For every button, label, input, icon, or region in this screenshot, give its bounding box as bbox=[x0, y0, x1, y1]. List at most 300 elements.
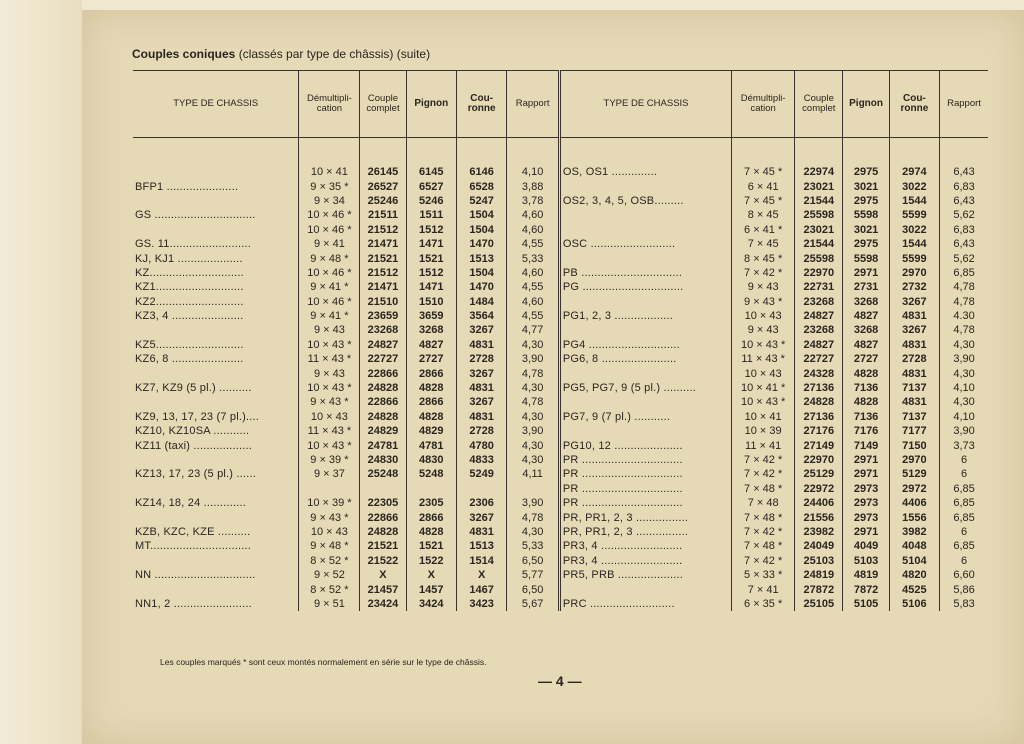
cell-type-right: PR3, 4 ......................... bbox=[559, 554, 731, 568]
cell-pignon-right: 7136 bbox=[843, 381, 889, 395]
cell-demultiplication-right: 10 × 41 bbox=[732, 410, 795, 424]
header-couple-right: Couple complet bbox=[795, 71, 843, 138]
cell-type-left bbox=[133, 165, 299, 179]
cell-rapport-right: 6,43 bbox=[940, 165, 988, 179]
cell-couple-left: 21512 bbox=[360, 266, 406, 280]
cell-couronne-right: 1544 bbox=[889, 237, 939, 251]
cell-demultiplication-right: 6 × 41 bbox=[732, 179, 795, 193]
cell-pignon-right: 4827 bbox=[843, 338, 889, 352]
cell-demultiplication-left: 9 × 34 bbox=[299, 194, 360, 208]
cell-type-right: PG1, 2, 3 .................. bbox=[559, 309, 731, 323]
cell-couple-right: 22974 bbox=[795, 165, 843, 179]
cell-demultiplication-left: 9 × 43 bbox=[299, 366, 360, 380]
header-couple-left: Couple complet bbox=[360, 71, 406, 138]
cell-type-left: KZ13, 17, 23 (5 pl.) ...... bbox=[135, 468, 256, 481]
cell-couronne-right: 5106 bbox=[889, 597, 939, 611]
cell-couronne-right: 2974 bbox=[889, 165, 939, 179]
header-demultiplication-left: Démultipli- cation bbox=[299, 71, 360, 138]
cell-type-right: PR3, 4 ......................... bbox=[559, 539, 731, 553]
cell-type-right bbox=[559, 582, 731, 596]
header-rapport-left: Rapport bbox=[507, 71, 560, 138]
page-edge bbox=[0, 0, 82, 744]
cell-type-left: KZ10, KZ10SA ........... bbox=[135, 425, 250, 438]
cell-rapport-right: 5,62 bbox=[940, 251, 988, 265]
cell-couple-left: 23268 bbox=[360, 323, 406, 337]
cell-type-left: KZ9, 13, 17, 23 (7 pl.).... bbox=[135, 410, 260, 423]
cell-type-right: PG7, 9 (7 pl.) ........... bbox=[559, 410, 731, 424]
header-couronne-left: Cou- ronne bbox=[456, 71, 506, 138]
cell-couple-left: 25248 bbox=[360, 467, 406, 481]
cell-type-left: KZ11 (taxi) .................. bbox=[135, 439, 253, 452]
cell-rapport-left: 4,77 bbox=[507, 323, 560, 337]
cell-rapport-right: 6,85 bbox=[940, 266, 988, 280]
cell-demultiplication-left: 9 × 52 bbox=[299, 568, 360, 582]
cell-couronne-left: 6146 bbox=[456, 165, 506, 179]
cell-rapport-left: 3,90 bbox=[507, 352, 560, 366]
cell-demultiplication-right: 10 × 39 bbox=[732, 424, 795, 438]
cell-rapport-right: 6,43 bbox=[940, 194, 988, 208]
cell-demultiplication-left: 9 × 48 * bbox=[299, 539, 360, 553]
cell-type-left: BFP1 ...................... bbox=[135, 180, 239, 193]
cell-couple-right: 22970 bbox=[795, 266, 843, 280]
cell-couple-left: 24781 bbox=[360, 438, 406, 452]
cell-pignon-left bbox=[406, 482, 456, 496]
cell-couple-right: 25129 bbox=[795, 467, 843, 481]
cell-rapport-right: 6,43 bbox=[940, 237, 988, 251]
cell-couple-right: 24328 bbox=[795, 366, 843, 380]
cell-couronne-right: 4820 bbox=[889, 568, 939, 582]
cell-demultiplication-right: 7 × 42 * bbox=[732, 467, 795, 481]
cell-pignon-left: 3424 bbox=[406, 597, 456, 611]
cell-couple-left: 21511 bbox=[360, 208, 406, 222]
cell-type-right: PB ............................... bbox=[559, 266, 731, 280]
cell-type-right: PR5, PRB .................... bbox=[559, 568, 731, 582]
cell-rapport-left: 5,33 bbox=[507, 251, 560, 265]
cell-couple-left: 22866 bbox=[360, 510, 406, 524]
footnote: Les couples marqués * sont ceux montés normalement en série sur le type de châssis. bbox=[160, 657, 487, 667]
cell-couple-left: 25246 bbox=[360, 194, 406, 208]
cell-couple-right: 24828 bbox=[795, 395, 843, 409]
cell-rapport-left: 5,77 bbox=[507, 568, 560, 582]
cell-couronne-left: 1484 bbox=[456, 295, 506, 309]
table-row bbox=[133, 438, 988, 452]
cell-demultiplication-left: 8 × 52 * bbox=[299, 554, 360, 568]
cell-couronne-right: 2970 bbox=[889, 453, 939, 467]
table-row bbox=[133, 554, 988, 568]
cell-type-left bbox=[133, 554, 299, 568]
cell-rapport-left: 4,10 bbox=[507, 165, 560, 179]
cell-demultiplication-left: 11 × 43 * bbox=[299, 352, 360, 366]
cell-demultiplication-left: 9 × 43 * bbox=[299, 510, 360, 524]
cell-demultiplication-left: 10 × 46 * bbox=[299, 266, 360, 280]
table-row bbox=[133, 194, 988, 208]
cell-demultiplication-left: 10 × 43 * bbox=[299, 381, 360, 395]
table-row bbox=[133, 424, 988, 438]
cell-rapport-right: 6,85 bbox=[940, 496, 988, 510]
cell-pignon-right: 2975 bbox=[843, 165, 889, 179]
cell-type-right: PR, PR1, 2, 3 ................ bbox=[559, 525, 731, 539]
cell-couronne-left: 2306 bbox=[456, 496, 506, 510]
cell-couronne-left: 2728 bbox=[456, 424, 506, 438]
cell-pignon-left: 5248 bbox=[406, 467, 456, 481]
cell-couple-left: 26527 bbox=[360, 179, 406, 193]
cell-couronne-left: 1513 bbox=[456, 251, 506, 265]
cell-rapport-left: 4,60 bbox=[507, 223, 560, 237]
cell-demultiplication-left: 11 × 43 * bbox=[299, 424, 360, 438]
cell-type-left bbox=[133, 582, 299, 596]
cell-pignon-left: 1522 bbox=[406, 554, 456, 568]
cell-rapport-right: 4,30 bbox=[940, 395, 988, 409]
cell-pignon-right: 2971 bbox=[843, 266, 889, 280]
cell-couronne-left: 4780 bbox=[456, 438, 506, 452]
cell-rapport-right: 4,78 bbox=[940, 280, 988, 294]
cell-demultiplication-left: 9 × 41 bbox=[299, 237, 360, 251]
cell-type-left bbox=[133, 482, 299, 496]
cell-pignon-right: 2975 bbox=[843, 237, 889, 251]
header-row bbox=[133, 71, 988, 138]
cell-demultiplication-left: 9 × 39 * bbox=[299, 453, 360, 467]
cell-demultiplication-right: 7 × 41 bbox=[732, 582, 795, 596]
cell-rapport-right: 6 bbox=[940, 453, 988, 467]
cell-rapport-right: 6,83 bbox=[940, 223, 988, 237]
cell-type-right: OS2, 3, 4, 5, OSB......... bbox=[559, 194, 731, 208]
cell-couronne-left: 1513 bbox=[456, 539, 506, 553]
cell-type-left bbox=[133, 395, 299, 409]
cell-rapport-left: 5,67 bbox=[507, 597, 560, 611]
cell-couple-left: 22727 bbox=[360, 352, 406, 366]
cell-demultiplication-left: 10 × 41 bbox=[299, 165, 360, 179]
cell-rapport-left: 4,60 bbox=[507, 266, 560, 280]
cell-couple-right: 21544 bbox=[795, 194, 843, 208]
cell-couronne-right: 5104 bbox=[889, 554, 939, 568]
cell-type-left: GS. 11......................... bbox=[135, 238, 252, 251]
table-row bbox=[133, 309, 988, 323]
cell-pignon-left: 2305 bbox=[406, 496, 456, 510]
cell-rapport-right: 6,85 bbox=[940, 482, 988, 496]
cell-couple-left: 24829 bbox=[360, 424, 406, 438]
title-bold: Couples coniques bbox=[132, 47, 236, 61]
cell-demultiplication-right: 9 × 43 bbox=[732, 323, 795, 337]
cell-type-right bbox=[559, 366, 731, 380]
cell-pignon-left: 4828 bbox=[406, 381, 456, 395]
cell-demultiplication-right: 10 × 41 * bbox=[732, 381, 795, 395]
cell-demultiplication-left: 10 × 43 bbox=[299, 410, 360, 424]
cell-couronne-right: 3982 bbox=[889, 525, 939, 539]
cell-pignon-left: 4830 bbox=[406, 453, 456, 467]
cell-rapport-left: 4,30 bbox=[507, 410, 560, 424]
cell-rapport-left: 6,50 bbox=[507, 554, 560, 568]
cell-couple-right: 27136 bbox=[795, 381, 843, 395]
cell-couronne-right: 4831 bbox=[889, 366, 939, 380]
cell-type-right bbox=[559, 251, 731, 265]
cell-couple-right: 24049 bbox=[795, 539, 843, 553]
cell-pignon-left: 1471 bbox=[406, 280, 456, 294]
cell-couronne-left: 4831 bbox=[456, 338, 506, 352]
cell-type-right: PG ............................... bbox=[559, 280, 731, 294]
cell-pignon-left: X bbox=[406, 568, 456, 582]
cell-pignon-right: 3021 bbox=[843, 179, 889, 193]
cell-couronne-left: 3267 bbox=[456, 323, 506, 337]
table-row bbox=[133, 366, 988, 380]
cell-demultiplication-right: 10 × 43 bbox=[732, 309, 795, 323]
cell-rapport-left: 3,78 bbox=[507, 194, 560, 208]
cell-couronne-left: 1504 bbox=[456, 223, 506, 237]
cell-rapport-right: 5,86 bbox=[940, 582, 988, 596]
cell-couple-left: 23659 bbox=[360, 309, 406, 323]
cell-couronne-left: 5247 bbox=[456, 194, 506, 208]
cell-type-right: PR ............................... bbox=[559, 496, 731, 510]
cell-pignon-left: 1512 bbox=[406, 266, 456, 280]
cell-pignon-right: 4828 bbox=[843, 366, 889, 380]
cell-type-right bbox=[559, 179, 731, 193]
cell-rapport-left: 3,88 bbox=[507, 179, 560, 193]
header-demultiplication-right: Démultipli- cation bbox=[732, 71, 795, 138]
cell-rapport-left bbox=[507, 482, 560, 496]
cell-demultiplication-right: 9 × 43 * bbox=[732, 295, 795, 309]
table-row bbox=[133, 208, 988, 222]
header-couronne-right: Cou- ronne bbox=[889, 71, 939, 138]
cell-pignon-left: 4829 bbox=[406, 424, 456, 438]
cell-couple-left: X bbox=[360, 568, 406, 582]
cell-type-right: OS, OS1 .............. bbox=[559, 165, 731, 179]
cell-couple-left: 26145 bbox=[360, 165, 406, 179]
cell-type-left: KZ3, 4 ...................... bbox=[135, 310, 244, 323]
cell-rapport-right: 6,85 bbox=[940, 510, 988, 524]
cell-couronne-left: X bbox=[456, 568, 506, 582]
table-row bbox=[133, 280, 988, 294]
cell-type-left: KZ1........................... bbox=[135, 281, 244, 294]
cell-type-left: NN ............................... bbox=[135, 569, 256, 582]
cell-demultiplication-right: 10 × 43 * bbox=[732, 395, 795, 409]
cell-couronne-right: 2972 bbox=[889, 482, 939, 496]
cell-demultiplication-right: 9 × 43 bbox=[732, 280, 795, 294]
cell-type-left: NN1, 2 ........................ bbox=[135, 597, 252, 610]
cell-demultiplication-right: 6 × 41 * bbox=[732, 223, 795, 237]
cell-rapport-left: 3,90 bbox=[507, 496, 560, 510]
cell-couple-left: 21510 bbox=[360, 295, 406, 309]
cell-type-left: KZ2........................... bbox=[135, 295, 244, 308]
table-row bbox=[133, 597, 988, 611]
table-row bbox=[133, 525, 988, 539]
cell-couple-right: 24827 bbox=[795, 338, 843, 352]
cell-rapport-right: 4,10 bbox=[940, 381, 988, 395]
header-type-right: TYPE DE CHASSIS bbox=[559, 71, 731, 138]
cell-rapport-right: 6,83 bbox=[940, 179, 988, 193]
cell-couple-right: 24406 bbox=[795, 496, 843, 510]
cell-couple-right: 27136 bbox=[795, 410, 843, 424]
cell-couronne-right: 4406 bbox=[889, 496, 939, 510]
cell-pignon-left: 1471 bbox=[406, 237, 456, 251]
cell-couple-left: 21521 bbox=[360, 251, 406, 265]
table-row bbox=[133, 251, 988, 265]
cell-couronne-left: 1504 bbox=[456, 208, 506, 222]
cell-demultiplication-left: 9 × 35 * bbox=[299, 179, 360, 193]
cell-rapport-left: 4,30 bbox=[507, 453, 560, 467]
cell-pignon-left: 4828 bbox=[406, 525, 456, 539]
table-row bbox=[133, 582, 988, 596]
cell-couple-right: 25598 bbox=[795, 251, 843, 265]
spacer-row bbox=[133, 138, 988, 166]
cell-couple-right: 25103 bbox=[795, 554, 843, 568]
cell-couple-left: 24828 bbox=[360, 381, 406, 395]
cell-rapport-right: 4,78 bbox=[940, 295, 988, 309]
cell-rapport-right: 3,90 bbox=[940, 424, 988, 438]
cell-type-left: KZ7, KZ9 (5 pl.) .......... bbox=[135, 382, 252, 395]
cell-pignon-left: 1510 bbox=[406, 295, 456, 309]
table-row bbox=[133, 482, 988, 496]
cell-demultiplication-right: 7 × 42 * bbox=[732, 525, 795, 539]
cell-pignon-left: 1521 bbox=[406, 539, 456, 553]
cell-rapport-right: 5,62 bbox=[940, 208, 988, 222]
cell-couple-right: 22972 bbox=[795, 482, 843, 496]
cell-type-right: PR ............................... bbox=[559, 467, 731, 481]
title-rest: (classés par type de châssis) (suite) bbox=[238, 47, 431, 61]
cell-demultiplication-left: 10 × 46 * bbox=[299, 223, 360, 237]
cell-couronne-left: 3267 bbox=[456, 510, 506, 524]
cell-pignon-left: 4827 bbox=[406, 338, 456, 352]
cell-rapport-right: 6 bbox=[940, 554, 988, 568]
cell-couronne-right: 4525 bbox=[889, 582, 939, 596]
cell-couple-left: 23424 bbox=[360, 597, 406, 611]
cell-type-left: KZ6, 8 ...................... bbox=[135, 353, 244, 366]
cell-couronne-right: 3267 bbox=[889, 323, 939, 337]
cell-pignon-left: 1512 bbox=[406, 223, 456, 237]
table-row bbox=[133, 410, 988, 424]
cell-pignon-right: 4819 bbox=[843, 568, 889, 582]
cell-type-right bbox=[559, 395, 731, 409]
header-pignon-left: Pignon bbox=[406, 71, 456, 138]
cell-pignon-right: 2973 bbox=[843, 496, 889, 510]
cell-couronne-left bbox=[456, 482, 506, 496]
cell-couronne-left: 1467 bbox=[456, 582, 506, 596]
cell-couple-left: 24828 bbox=[360, 525, 406, 539]
cell-demultiplication-right: 10 × 43 bbox=[732, 366, 795, 380]
cell-couple-right: 23268 bbox=[795, 323, 843, 337]
cell-pignon-right: 5103 bbox=[843, 554, 889, 568]
cell-couple-right: 23268 bbox=[795, 295, 843, 309]
table-title bbox=[132, 47, 430, 61]
cell-pignon-right: 2971 bbox=[843, 525, 889, 539]
cell-pignon-right: 3268 bbox=[843, 323, 889, 337]
cell-pignon-left: 6145 bbox=[406, 165, 456, 179]
cell-demultiplication-right: 7 × 48 * bbox=[732, 539, 795, 553]
cell-couple-right: 23982 bbox=[795, 525, 843, 539]
cell-couple-right: 25598 bbox=[795, 208, 843, 222]
cell-rapport-left: 4,11 bbox=[507, 467, 560, 481]
cell-demultiplication-left: 10 × 43 bbox=[299, 525, 360, 539]
cell-type-right: PR ............................... bbox=[559, 482, 731, 496]
table-row bbox=[133, 165, 988, 179]
cell-couronne-right: 7137 bbox=[889, 410, 939, 424]
cell-rapport-left: 4,30 bbox=[507, 381, 560, 395]
cell-rapport-right: 6,85 bbox=[940, 539, 988, 553]
cell-type-left: KZB, KZC, KZE .......... bbox=[135, 525, 251, 538]
table-row bbox=[133, 223, 988, 237]
cell-couronne-left: 4831 bbox=[456, 381, 506, 395]
cell-couple-left: 24827 bbox=[360, 338, 406, 352]
cell-couronne-left: 6528 bbox=[456, 179, 506, 193]
cell-couple-left: 21521 bbox=[360, 539, 406, 553]
cell-demultiplication-left: 10 × 39 * bbox=[299, 496, 360, 510]
cell-type-left: KZ5........................... bbox=[135, 338, 244, 351]
cell-couronne-right: 4831 bbox=[889, 395, 939, 409]
cell-couronne-right: 7137 bbox=[889, 381, 939, 395]
cell-couple-right: 22727 bbox=[795, 352, 843, 366]
cell-couronne-right: 4831 bbox=[889, 338, 939, 352]
cell-pignon-left: 1521 bbox=[406, 251, 456, 265]
table-row bbox=[133, 179, 988, 193]
cell-pignon-right: 7176 bbox=[843, 424, 889, 438]
cell-couronne-right: 5599 bbox=[889, 208, 939, 222]
cell-rapport-right: 3,90 bbox=[940, 352, 988, 366]
cell-couronne-left: 3267 bbox=[456, 366, 506, 380]
cell-type-right bbox=[559, 223, 731, 237]
cell-type-right: PR, PR1, 2, 3 ................ bbox=[559, 510, 731, 524]
cell-couronne-left: 5249 bbox=[456, 467, 506, 481]
cell-type-left bbox=[133, 194, 299, 208]
header-pignon-right: Pignon bbox=[843, 71, 889, 138]
cell-type-right: PG6, 8 ....................... bbox=[559, 352, 731, 366]
cell-pignon-right: 3021 bbox=[843, 223, 889, 237]
cell-type-right: PRC .......................... bbox=[559, 597, 731, 611]
cell-demultiplication-right: 7 × 45 * bbox=[732, 194, 795, 208]
cell-pignon-right: 4828 bbox=[843, 395, 889, 409]
page-number: — 4 — bbox=[538, 673, 582, 689]
table-row bbox=[133, 453, 988, 467]
cell-rapport-left: 4,78 bbox=[507, 395, 560, 409]
cell-demultiplication-right: 8 × 45 * bbox=[732, 251, 795, 265]
cell-type-left bbox=[133, 510, 299, 524]
cell-pignon-right: 7872 bbox=[843, 582, 889, 596]
cell-rapport-left: 4,55 bbox=[507, 309, 560, 323]
cell-couronne-right: 1556 bbox=[889, 510, 939, 524]
cell-couple-right: 22731 bbox=[795, 280, 843, 294]
cell-rapport-left: 4,60 bbox=[507, 208, 560, 222]
cell-rapport-left: 4,78 bbox=[507, 510, 560, 524]
table-row bbox=[133, 295, 988, 309]
cell-pignon-right: 2727 bbox=[843, 352, 889, 366]
cell-couple-left: 21522 bbox=[360, 554, 406, 568]
cell-pignon-right: 5105 bbox=[843, 597, 889, 611]
cell-rapport-right: 4,10 bbox=[940, 410, 988, 424]
cell-pignon-right: 4827 bbox=[843, 309, 889, 323]
cell-couronne-right: 1544 bbox=[889, 194, 939, 208]
table-row bbox=[133, 568, 988, 582]
cell-couronne-left: 3423 bbox=[456, 597, 506, 611]
cell-type-left: KZ............................. bbox=[135, 266, 244, 279]
table-row bbox=[133, 237, 988, 251]
table-row bbox=[133, 395, 988, 409]
cell-pignon-right: 2975 bbox=[843, 194, 889, 208]
cell-couronne-right: 4831 bbox=[889, 309, 939, 323]
cell-type-left: GS ............................... bbox=[135, 209, 256, 222]
cell-demultiplication-left: 8 × 52 * bbox=[299, 582, 360, 596]
cell-rapport-right: 6 bbox=[940, 525, 988, 539]
cell-pignon-left: 2866 bbox=[406, 395, 456, 409]
table-row bbox=[133, 539, 988, 553]
cell-pignon-left: 4781 bbox=[406, 438, 456, 452]
cell-demultiplication-left: 9 × 51 bbox=[299, 597, 360, 611]
cell-couronne-left: 1470 bbox=[456, 237, 506, 251]
cell-demultiplication-left: 9 × 37 bbox=[299, 467, 360, 481]
cell-couronne-left: 1514 bbox=[456, 554, 506, 568]
cell-couronne-left: 1470 bbox=[456, 280, 506, 294]
cell-pignon-left: 4828 bbox=[406, 410, 456, 424]
cell-couple-right: 27176 bbox=[795, 424, 843, 438]
cell-demultiplication-left: 10 × 43 * bbox=[299, 338, 360, 352]
cell-couple-left: 24828 bbox=[360, 410, 406, 424]
cell-demultiplication-left bbox=[299, 482, 360, 496]
